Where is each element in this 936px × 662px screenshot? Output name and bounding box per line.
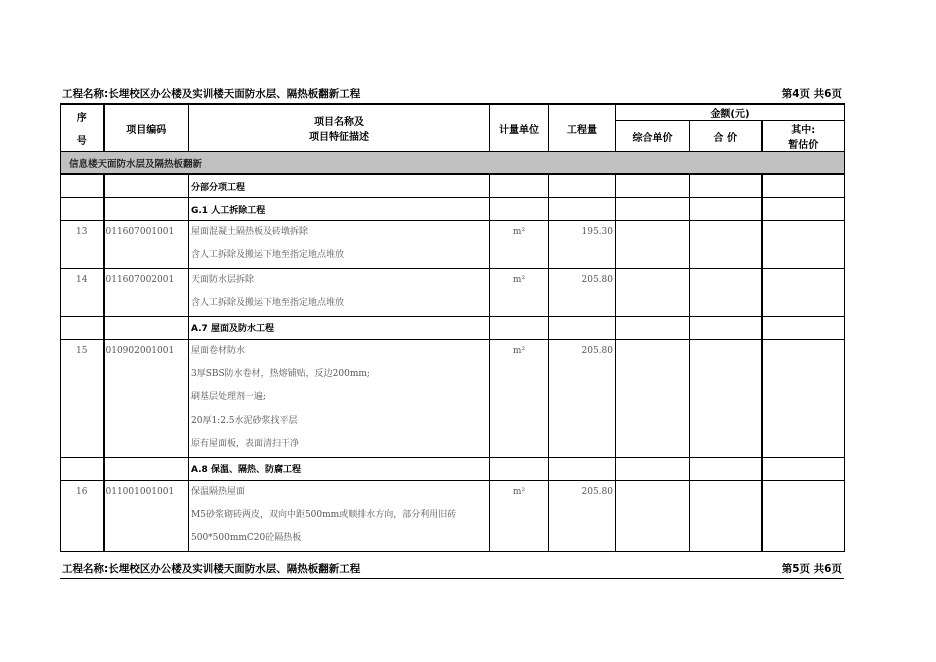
section-name: A.8 保温、隔热、防腐工程	[189, 457, 490, 480]
unit-price	[616, 221, 690, 269]
seq: 13	[61, 221, 104, 269]
header-unit-price: 综合单价	[616, 121, 690, 152]
header-code: 项目编码	[104, 104, 189, 152]
description	[189, 480, 490, 551]
quantity: 205.80	[549, 480, 616, 551]
total-price	[690, 221, 762, 269]
seq: 16	[61, 480, 104, 551]
next-project-title: 工程名称:长埋校区办公楼及实训楼天面防水层、隔热板翻新工程	[62, 563, 361, 575]
description-line: 天面防水层拆除	[191, 274, 255, 285]
section-row	[61, 174, 845, 198]
description	[189, 221, 490, 269]
header-unit: 计量单位	[490, 104, 549, 152]
item-code: 010902001001	[104, 339, 189, 457]
bill-table	[60, 103, 845, 552]
header-estimate: 其中: 暂估价	[762, 121, 845, 152]
estimate-price	[762, 480, 845, 551]
table-row	[61, 480, 845, 551]
description-line: 含人工拆除及搬运下地至指定地点堆放	[191, 250, 345, 261]
description-line: 刷基层处理剂一遍;	[191, 392, 267, 403]
total-price	[690, 480, 762, 551]
unit: m²	[490, 339, 549, 457]
seq: 14	[61, 268, 104, 316]
table-row	[61, 268, 845, 316]
unit-price	[616, 480, 690, 551]
section-name: A.7 屋面及防水工程	[189, 316, 490, 339]
section-name: 分部分项工程	[189, 174, 490, 198]
description-line: 保温隔热屋面	[191, 486, 246, 497]
unit-price	[616, 268, 690, 316]
header-total: 合 价	[690, 121, 762, 152]
total-price	[690, 268, 762, 316]
description-line: M5砂浆砌砖两皮，双向中距500mm或顺排水方向，部分利用旧砖	[191, 509, 457, 520]
description-line: 含人工拆除及搬运下地至指定地点堆放	[191, 298, 345, 309]
header-amount: 金额(元)	[616, 104, 845, 121]
description-line: 500*500mmC20砼隔热板	[191, 533, 302, 544]
description	[189, 339, 490, 457]
unit: m²	[490, 268, 549, 316]
description-line: 原有屋面板，表面清扫干净	[191, 439, 300, 450]
unit-price	[616, 339, 690, 457]
page-number: 第4页 共6页	[781, 88, 842, 100]
section-row	[61, 316, 845, 339]
table-row	[61, 339, 845, 457]
header-qty: 工程量	[549, 104, 616, 152]
next-page-number: 第5页 共6页	[781, 563, 842, 575]
estimate-price	[762, 339, 845, 457]
total-price	[690, 339, 762, 457]
section-name: G.1 人工拆除工程	[189, 198, 490, 221]
unit: m²	[490, 221, 549, 269]
description-line: 屋面混凝土隔热板及砖墩拆除	[191, 227, 309, 237]
description-line: 屋面卷材防水	[191, 345, 246, 356]
header-name: 项目名称及 项目特征描述	[189, 104, 490, 152]
item-code: 011607001001	[104, 221, 189, 269]
group-band: 信息楼天面防水层及隔热板翻新	[61, 152, 845, 175]
description	[189, 268, 490, 316]
description-line: 3厚SBS防水卷材，热熔铺贴，反边200mm;	[191, 368, 370, 379]
table-row	[61, 221, 845, 269]
quantity: 205.80	[549, 268, 616, 316]
quantity: 195.30	[549, 221, 616, 269]
divider	[60, 578, 844, 579]
seq: 15	[61, 339, 104, 457]
estimate-price	[762, 268, 845, 316]
description-line: 20厚1:2.5水泥砂浆找平层	[191, 415, 298, 426]
section-row	[61, 198, 845, 221]
section-row	[61, 457, 845, 480]
item-code: 011607002001	[104, 268, 189, 316]
estimate-price	[762, 221, 845, 269]
item-code: 011001001001	[104, 480, 189, 551]
quantity: 205.80	[549, 339, 616, 457]
header-seq: 序 号	[61, 104, 104, 152]
unit: m²	[490, 480, 549, 551]
project-title: 工程名称:长埋校区办公楼及实训楼天面防水层、隔热板翻新工程	[62, 88, 361, 100]
